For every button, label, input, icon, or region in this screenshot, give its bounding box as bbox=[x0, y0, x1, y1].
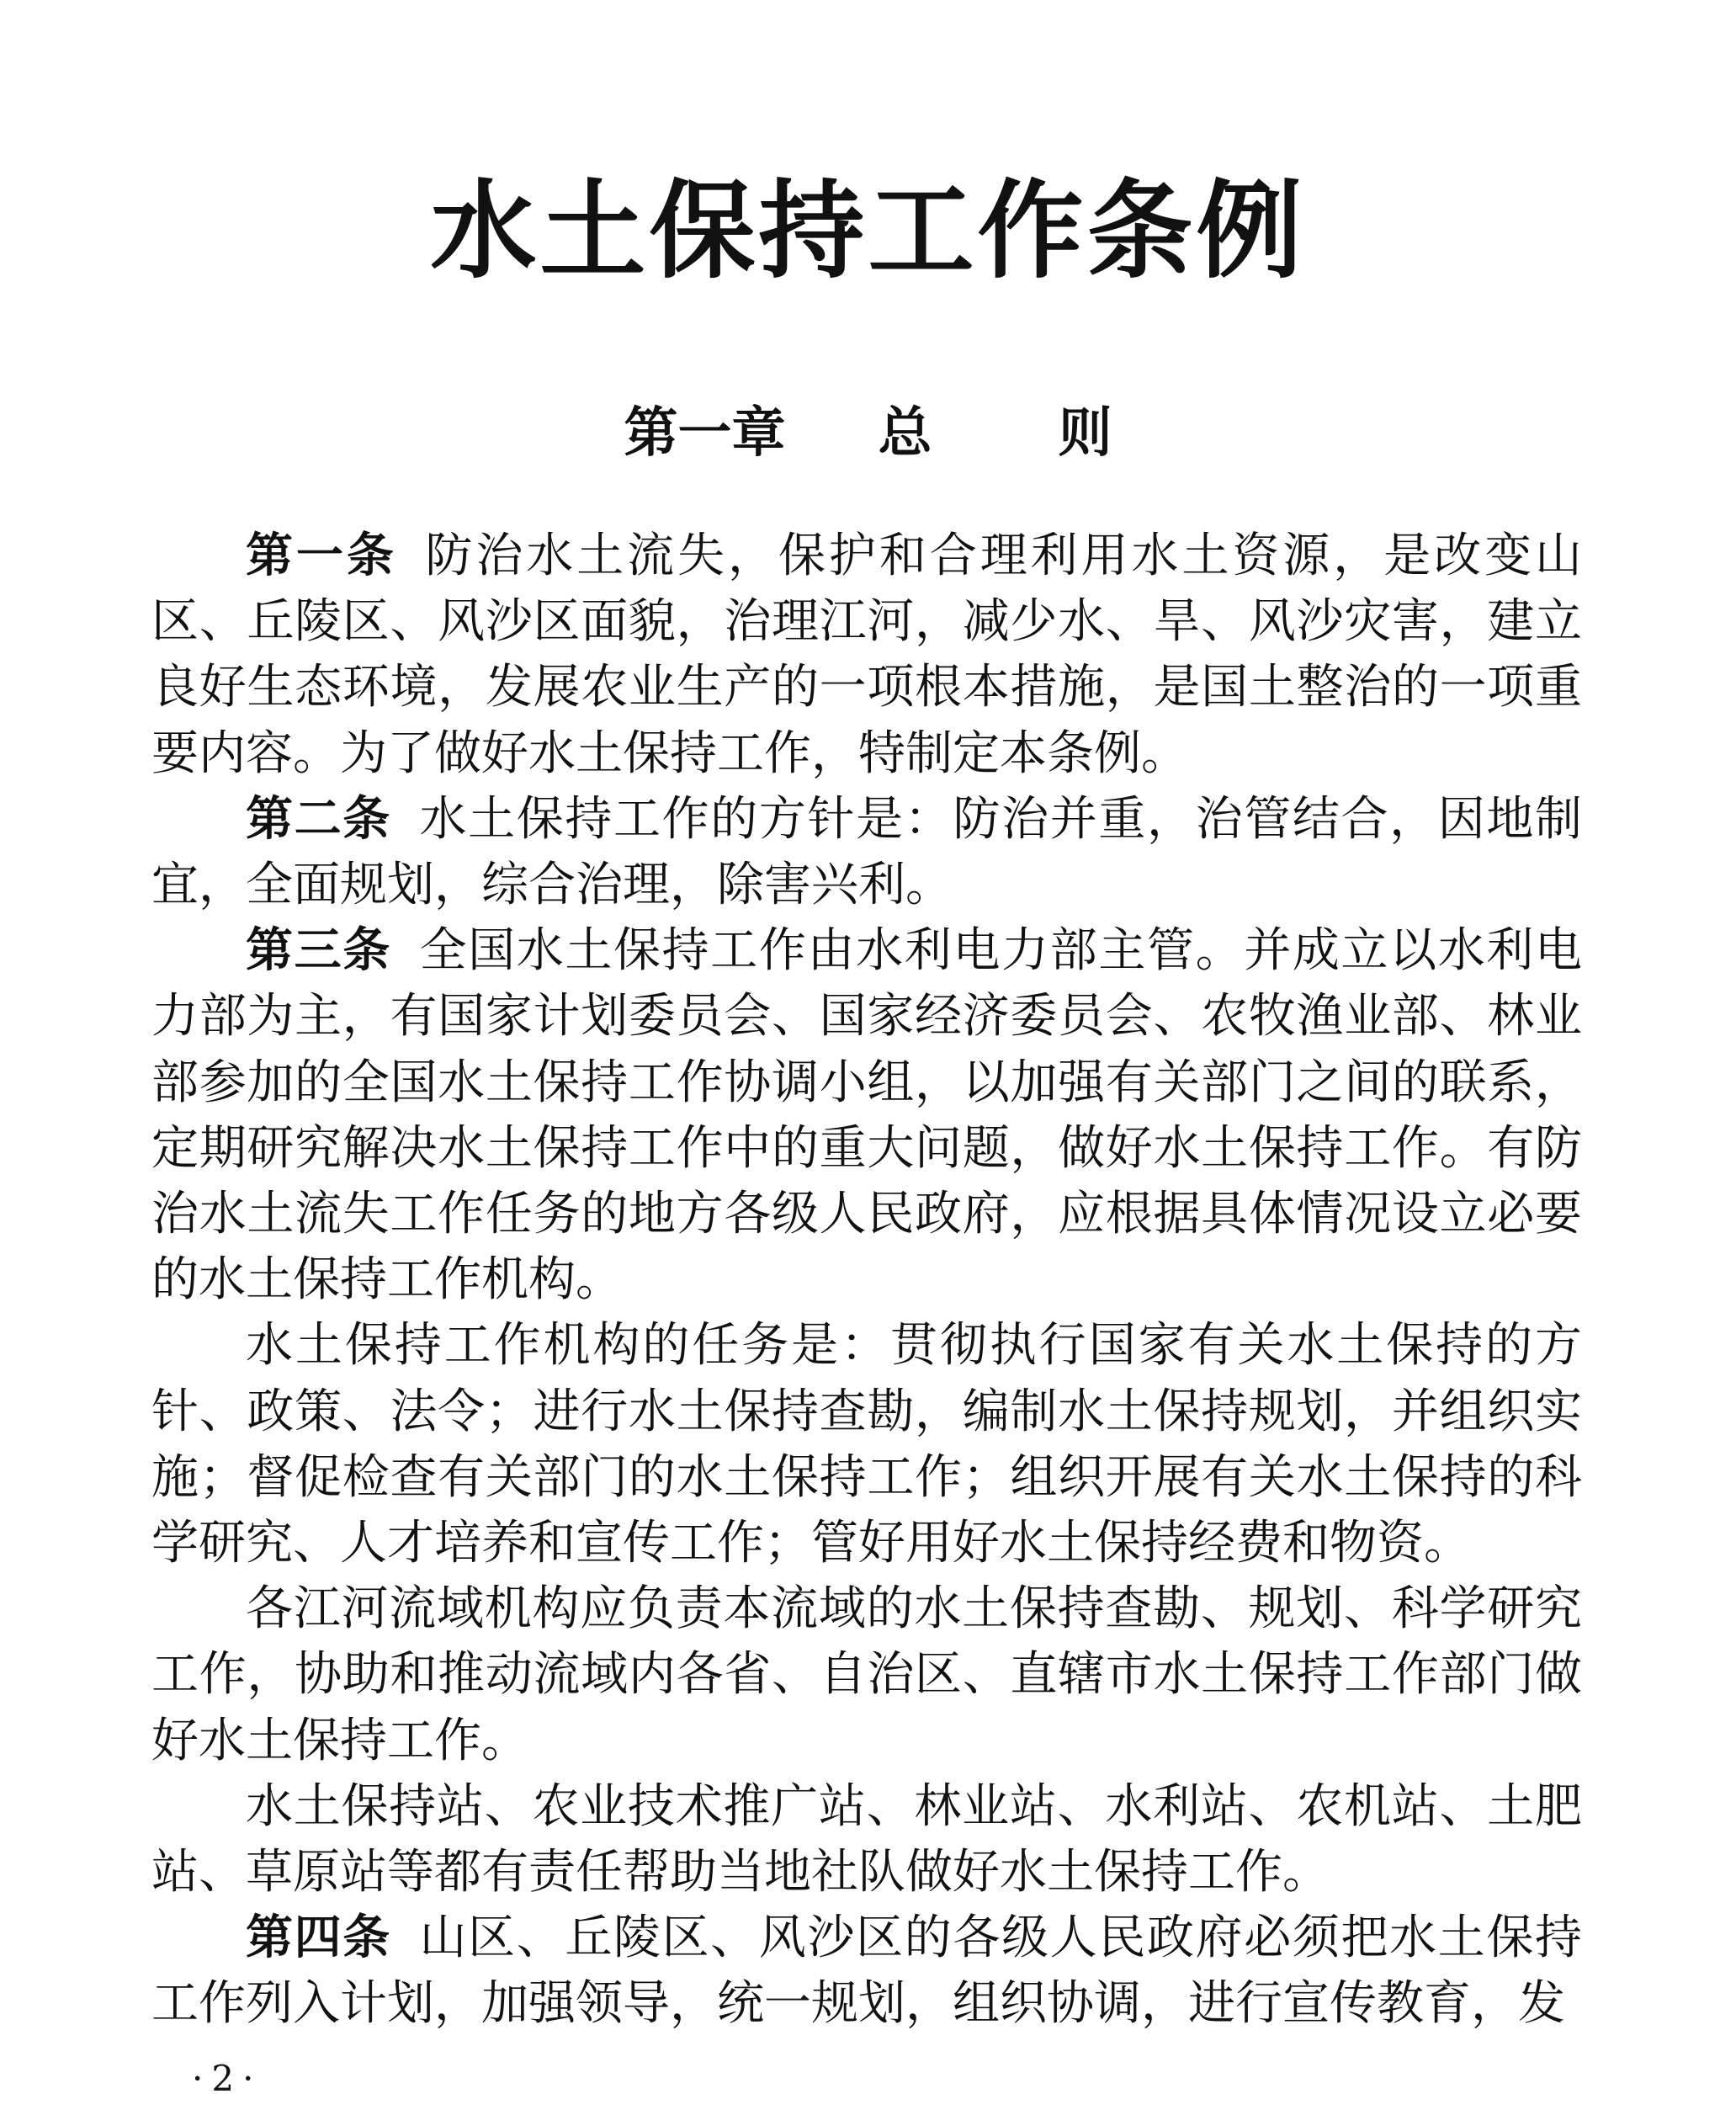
paragraph bbox=[151, 918, 1582, 1313]
article-label: 第三条 bbox=[246, 923, 391, 979]
article-label: 第二条 bbox=[246, 791, 391, 847]
paragraph-text: 防治水土流失，保护和合理利用水土资源，是改变山区、丘陵区、风沙区面貌，治理江河，减少水、旱、风沙灾害，建立良好生态环境，发展农业生产的一项根本措施，是国土整治的一项重要内容。为了做好水土保持工作，特制定本条例。 bbox=[151, 529, 1583, 781]
document-body bbox=[151, 524, 1582, 2038]
paragraph bbox=[151, 1774, 1582, 1905]
article-label: 第一条 bbox=[246, 529, 397, 583]
paragraph bbox=[151, 524, 1582, 787]
paragraph bbox=[151, 1576, 1582, 1774]
chapter-name-part2: 则 bbox=[1058, 401, 1112, 465]
chapter-number: 第一章 bbox=[624, 401, 786, 465]
paragraph-text: 全国水土保持工作由水利电力部主管。并成立以水利电力部为主，有国家计划委员会、国家经济委员会、农牧渔业部、林业部参加的全国水土保持工作协调小组，以加强有关部门之间的联系，定期研究解决水土保持工作中的重大问题，做好水土保持工作。有防治水土流失工作任务的地方各级人民政府，应根据具体情况设立必要的水土保持工作机构。 bbox=[151, 923, 1583, 1308]
article-label: 第四条 bbox=[246, 1911, 391, 1966]
paragraph bbox=[151, 787, 1582, 918]
paragraph bbox=[151, 1313, 1582, 1576]
paragraph bbox=[151, 1905, 1582, 2037]
chapter-name-part1: 总 bbox=[878, 401, 932, 465]
paragraph-text: 水土保持工作的方针是：防治并重，治管结合，因地制宜，全面规划，综合治理，除害兴利。 bbox=[151, 791, 1583, 913]
paragraph-text: 水土保持工作机构的任务是：贯彻执行国家有关水土保持的方针、政策、法令；进行水土保持查勘，编制水土保持规划，并组织实施；督促检查有关部门的水土保持工作；组织开展有关水土保持的科学研究、人才培养和宣传工作；管好用好水土保持经费和物资。 bbox=[151, 1318, 1582, 1571]
paragraph-text: 水土保持站、农业技术推广站、林业站、水利站、农机站、土肥站、草原站等都有责任帮助当地社队做好水土保持工作。 bbox=[151, 1778, 1582, 1900]
document-title: 水土保持工作条例 bbox=[430, 169, 1306, 293]
page-number: ·2· bbox=[192, 2058, 263, 2099]
paragraph-text: 各江河流域机构应负责本流域的水土保持查勘、规划、科学研究工作，协助和推动流域内各省、自治区、直辖市水土保持工作部门做好水土保持工作。 bbox=[151, 1581, 1582, 1768]
paragraph-text: 山区、丘陵区、风沙区的各级人民政府必须把水土保持工作列入计划，加强领导，统一规划，组织协调，进行宣传教育，发 bbox=[151, 1911, 1583, 2032]
chapter-heading bbox=[0, 396, 1736, 471]
